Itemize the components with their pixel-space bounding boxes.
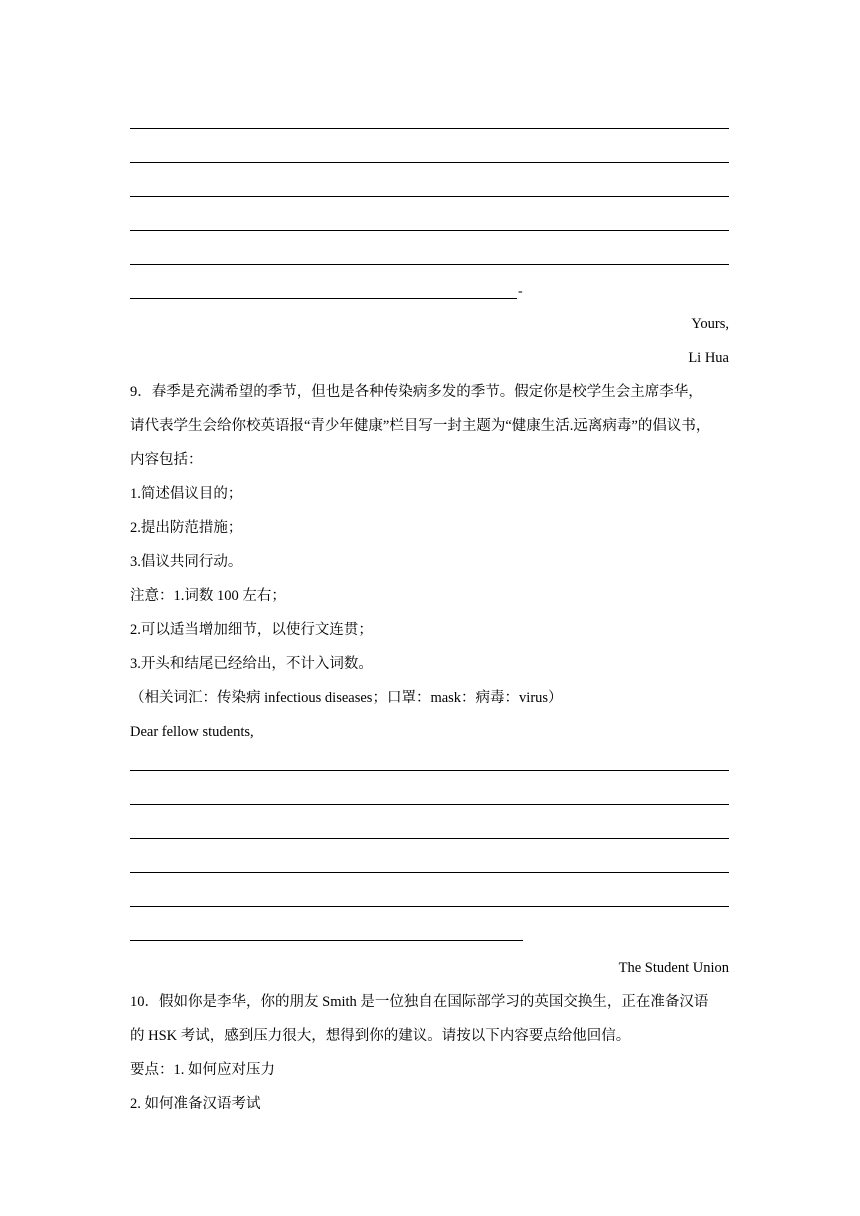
answer-line[interactable] (130, 872, 729, 873)
answer-line[interactable] (130, 804, 729, 805)
q9-prompt-line-2: 请代表学生会给你校英语报“青少年健康”栏目写一封主题为“健康生活.远离病毒”的倡议书， (130, 418, 711, 434)
trailing-mark: - (518, 284, 523, 299)
answer-line[interactable] (130, 162, 729, 163)
q9-point-3: 3.倡议共同行动。 (130, 554, 243, 570)
q10-points-line-2: 2. 如何准备汉语考试 (130, 1096, 261, 1112)
q9-note-3: 3.开头和结尾已经给出，不计入词数。 (130, 656, 373, 672)
q10-prompt-line-2: 的 HSK 考试，感到压力很大，想得到你的建议。请按以下内容要点给他回信。 (130, 1028, 631, 1044)
answer-line[interactable] (130, 906, 729, 907)
answer-line-short[interactable] (130, 298, 517, 299)
q9-prompt-line-1: 9．春季是充满希望的季节，但也是各种传染病多发的季节。假定你是校学生会主席李华， (130, 384, 703, 400)
answer-line[interactable] (130, 230, 729, 231)
q9-vocab: （相关词汇：传染病 infectious diseases；口罩：mask：病毒：virus） (130, 690, 563, 706)
q10-points-line-1: 要点：1. 如何应对压力 (130, 1062, 275, 1078)
answer-line[interactable] (130, 196, 729, 197)
answer-line[interactable] (130, 770, 729, 771)
q9-note-1: 注意：1.词数 100 左右； (130, 588, 286, 604)
sign-off: Yours, (691, 316, 729, 332)
answer-line-short[interactable] (130, 940, 523, 941)
q9-salutation: Dear fellow students, (130, 724, 254, 740)
q9-point-2: 2.提出防范措施； (130, 520, 243, 536)
q9-note-2: 2.可以适当增加细节，以使行文连贯； (130, 622, 373, 638)
q10-prompt-line-1: 10．假如你是李华，你的朋友 Smith 是一位独自在国际部学习的英国交换生，正在准备汉语 (130, 994, 709, 1010)
q9-point-1: 1.简述倡议目的； (130, 486, 243, 502)
q9-prompt-line-3: 内容包括： (130, 452, 203, 468)
answer-line[interactable] (130, 264, 729, 265)
answer-line[interactable] (130, 838, 729, 839)
signature: Li Hua (688, 350, 729, 366)
q9-signature: The Student Union (618, 960, 729, 976)
answer-line[interactable] (130, 128, 729, 129)
